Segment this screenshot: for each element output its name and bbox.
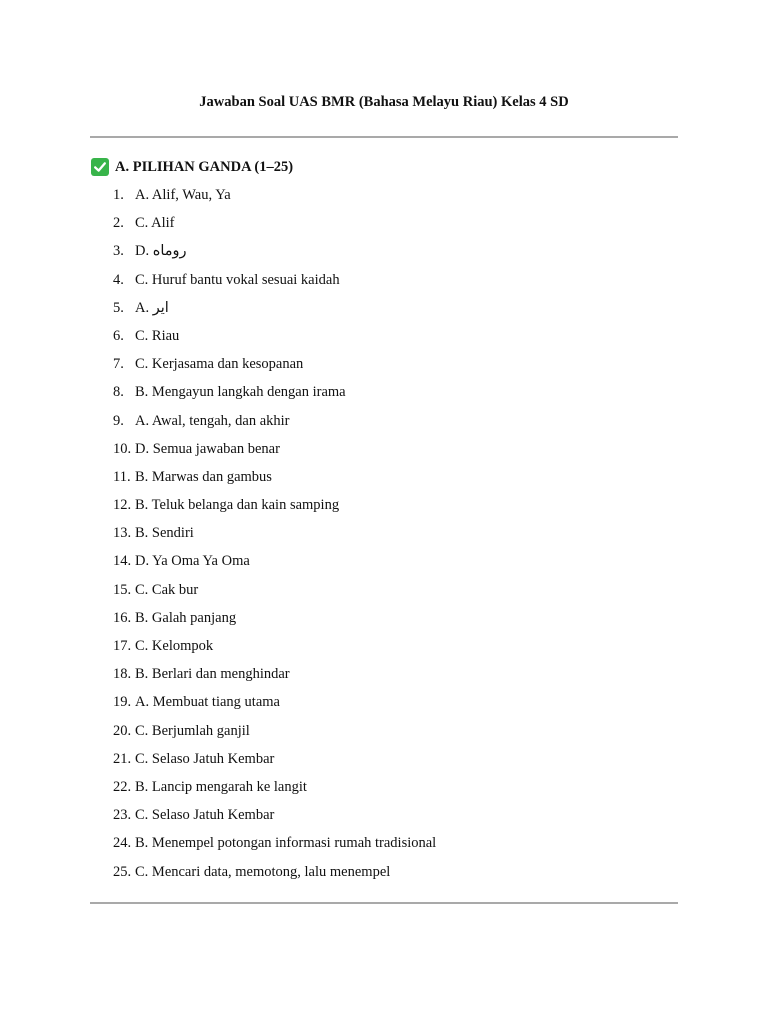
answer-number: 11.: [113, 468, 131, 485]
answer-text: B. Teluk belanga dan kain samping: [135, 497, 340, 514]
answer-number: 10.: [113, 440, 132, 457]
horizontal-divider-top: [90, 136, 678, 138]
answer-text: D. Ya Oma Ya Oma: [135, 553, 250, 570]
answer-text: A. اير: [135, 299, 169, 316]
answer-text: C. Kerjasama dan kesopanan: [135, 356, 304, 373]
answer-text: C. Berjumlah ganjil: [135, 722, 250, 739]
answer-text: C. Selaso Jatuh Kembar: [135, 807, 275, 824]
answer-text: B. Menempel potongan informasi rumah tradisional: [135, 835, 437, 852]
answer-text: A. Awal, tengah, dan akhir: [135, 412, 290, 429]
section-header: [91, 156, 293, 178]
answer-number: 4.: [113, 271, 124, 288]
answer-text: C. Huruf bantu vokal sesuai kaidah: [135, 271, 340, 288]
document-title: Jawaban Soal UAS BMR (Bahasa Melayu Riau) Kelas 4 SD: [199, 94, 569, 110]
answer-number: 5.: [113, 299, 124, 316]
answer-number: 7.: [113, 356, 124, 373]
answer-number: 16.: [113, 609, 132, 626]
answer-number: 1.: [113, 187, 124, 203]
answer-text: B. Sendiri: [135, 525, 194, 542]
answer-text: C. Kelompok: [135, 638, 214, 654]
answer-number: 24.: [113, 835, 132, 852]
answer-number: 25.: [113, 863, 132, 880]
answer-number: 22.: [113, 778, 132, 795]
answer-text: C. Riau: [135, 327, 180, 344]
answer-number: 13.: [113, 525, 132, 542]
answer-number: 20.: [113, 722, 132, 739]
answer-number: 14.: [113, 553, 132, 570]
answer-text: B. Mengayun langkah dengan irama: [135, 384, 346, 401]
answer-text: A. Membuat tiang utama: [135, 694, 280, 711]
answer-text: C. Selaso Jatuh Kembar: [135, 750, 275, 767]
answer-text: B. Berlari dan menghindar: [135, 666, 290, 683]
answer-text: D. Semua jawaban benar: [135, 440, 280, 457]
answer-text: C. Alif: [135, 215, 175, 232]
horizontal-divider-bottom: [90, 902, 678, 904]
answer-number: 15.: [113, 581, 132, 598]
answer-text: B. Marwas dan gambus: [135, 468, 272, 485]
answer-number: 2.: [113, 215, 124, 232]
answer-text: A. Alif, Wau, Ya: [135, 187, 231, 203]
answer-text: B. Lancip mengarah ke langit: [135, 778, 307, 795]
answer-number: 23.: [113, 807, 132, 824]
answer-text: C. Cak bur: [135, 581, 199, 598]
answer-text: D. روماه: [135, 243, 187, 260]
answer-number: 9.: [113, 412, 124, 429]
answer-number: 12.: [113, 497, 132, 514]
answer-number: 17.: [113, 638, 132, 654]
answer-number: 18.: [113, 666, 132, 683]
answer-text: C. Mencari data, memotong, lalu menempel: [135, 863, 391, 880]
answer-number: 19.: [113, 694, 132, 711]
answer-number: 6.: [113, 327, 124, 344]
section-title: A. PILIHAN GANDA (1–25): [115, 159, 294, 175]
answer-number: 21.: [113, 750, 132, 767]
answer-text: B. Galah panjang: [135, 609, 237, 626]
answer-number: 8.: [113, 384, 124, 401]
check-mark-icon: [91, 158, 109, 176]
answer-number: 3.: [113, 243, 124, 260]
